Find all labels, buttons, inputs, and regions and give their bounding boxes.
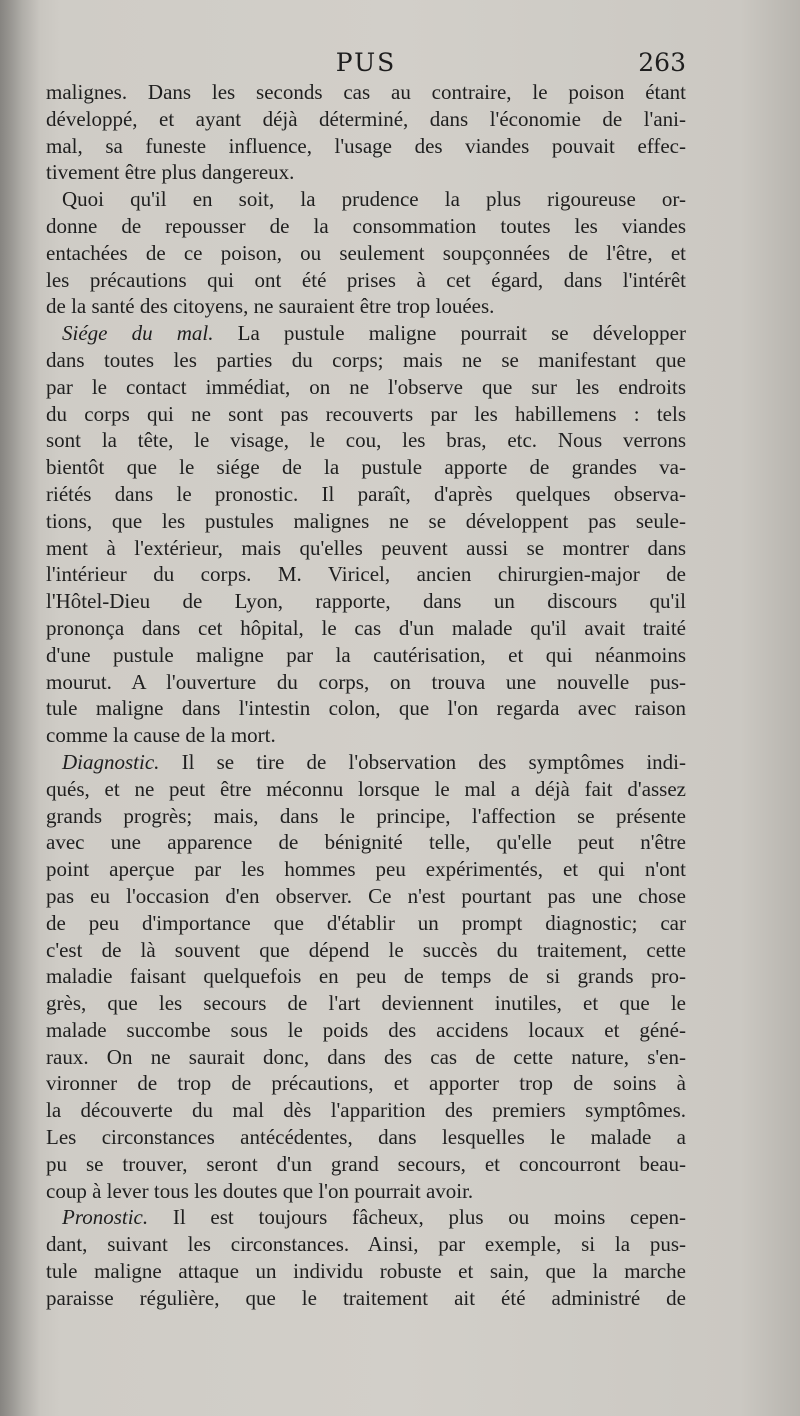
text-line: comme la cause de la mort. <box>46 723 276 748</box>
text-line: tule maligne attaque un individu robuste et sain, que la marche <box>46 1259 686 1284</box>
text-line: tivement être plus dangereux. <box>46 160 295 185</box>
text-line: donne de repousser de la consommation toutes les viandes <box>46 213 686 238</box>
text-line: pu se trouver, seront d'un grand secours, et concourront beau- <box>46 1151 686 1176</box>
text-line: de la santé des citoyens, ne sauraient être trop louées. <box>46 294 495 319</box>
text-line: Quoi qu'il en soit, la prudence la plus rigoureuse or- <box>62 187 686 212</box>
text-line: grands progrès; mais, dans le principe, l'affection se présente <box>46 803 686 828</box>
text-line: bientôt que le siége de la pustule apporte de grandes va- <box>46 455 686 480</box>
text-line: mal, sa funeste influence, l'usage des viandes pouvait effec- <box>46 133 686 158</box>
text-line <box>46 320 686 347</box>
text-line: malade succombe sous le poids des accidens locaux et géné- <box>46 1017 686 1042</box>
page-number: 263 <box>638 48 686 77</box>
text-line: l'Hôtel-Dieu de Lyon, rapporte, dans un discours qu'il <box>46 589 686 614</box>
text-line: tule maligne dans l'intestin colon, que l'on regarda avec raison <box>46 696 686 721</box>
text-line: par le contact immédiat, on ne l'observe que sur les endroits <box>46 374 686 399</box>
text-line: entachées de ce poison, ou seulement soupçonnées de l'être, et <box>46 240 686 265</box>
text-line: dans toutes les parties du corps; mais ne se manifestant que <box>46 347 686 372</box>
text-line-rest: Il est toujours fâcheux, plus ou moins cepen- <box>148 1205 686 1230</box>
text-line: malignes. Dans les seconds cas au contraire, le poison étant <box>46 80 686 104</box>
text-line <box>46 1204 686 1231</box>
text-line: pas eu l'occasion d'en observer. Ce n'est pourtant pas une chose <box>46 883 686 908</box>
text-line-rest: Il se tire de l'observation des symptômes indi- <box>159 749 686 774</box>
text-line-rest: La pustule maligne pourrait se développer <box>213 321 686 346</box>
text-line: maladie faisant quelquefois en peu de temps de si grands pro- <box>46 964 686 989</box>
text-line: ment à l'extérieur, mais qu'elles peuvent aussi se montrer dans <box>46 535 686 560</box>
section-lead-siege: Siége du mal. <box>62 321 214 346</box>
text-line: l'intérieur du corps. M. Viricel, ancien chirurgien-major de <box>46 562 686 587</box>
text-line: dant, suivant les circonstances. Ainsi, par exemple, si la pus- <box>46 1232 686 1257</box>
section-lead-diagnostic: Diagnostic. <box>62 749 160 774</box>
page-header <box>46 48 686 82</box>
text-line: mourut. A l'ouverture du corps, on trouva une nouvelle pus- <box>46 669 686 694</box>
text-line: sont la tête, le visage, le cou, les bras, etc. Nous verrons <box>46 428 686 453</box>
spine-shadow <box>0 0 40 1416</box>
text-line: de peu d'importance que d'établir un prompt diagnostic; car <box>46 910 686 935</box>
text-line: Les circonstances antécédentes, dans lesquelles le malade a <box>46 1125 686 1150</box>
text-line: prononça dans cet hôpital, le cas d'un malade qu'il avait traité <box>46 615 686 640</box>
text-line: la découverte du mal dès l'apparition des premiers symptômes. <box>46 1098 686 1123</box>
text-line: d'une pustule maligne par la cautérisation, et qui néanmoins <box>46 642 686 667</box>
text-line: qués, et ne peut être méconnu lorsque le mal a déjà fait d'assez <box>46 776 686 801</box>
text-line: point aperçue par les hommes peu expérimentés, et qui n'ont <box>46 857 686 882</box>
text-line: du corps qui ne sont pas recouverts par les habillemens : tels <box>46 401 686 426</box>
text-line: avec une apparence de bénignité telle, qu'elle peut n'être <box>46 830 686 855</box>
section-lead-pronostic: Pronostic. <box>62 1205 149 1230</box>
text-line: paraisse régulière, que le traitement ait été administré de <box>46 1285 686 1310</box>
body-text <box>46 79 686 1312</box>
text-line: raux. On ne saurait donc, dans des cas de cette nature, s'en- <box>46 1044 686 1069</box>
text-line <box>46 749 686 776</box>
text-line: vironner de trop de précautions, et apporter trop de soins à <box>46 1071 686 1096</box>
text-line: grès, que les secours de l'art deviennent inutiles, et que le <box>46 991 686 1016</box>
text-line: c'est de là souvent que dépend le succès du traitement, cette <box>46 937 686 962</box>
text-line: coup à lever tous les doutes que l'on pourrait avoir. <box>46 1178 474 1203</box>
text-line: riétés dans le pronostic. Il paraît, d'après quelques observa- <box>46 481 686 506</box>
text-line: tions, que les pustules malignes ne se développent pas seule- <box>46 508 686 533</box>
text-line: développé, et ayant déjà déterminé, dans l'économie de l'ani- <box>46 106 686 131</box>
running-title: PUS <box>335 48 397 77</box>
text-line: les précautions qui ont été prises à cet égard, dans l'intérêt <box>46 267 686 292</box>
